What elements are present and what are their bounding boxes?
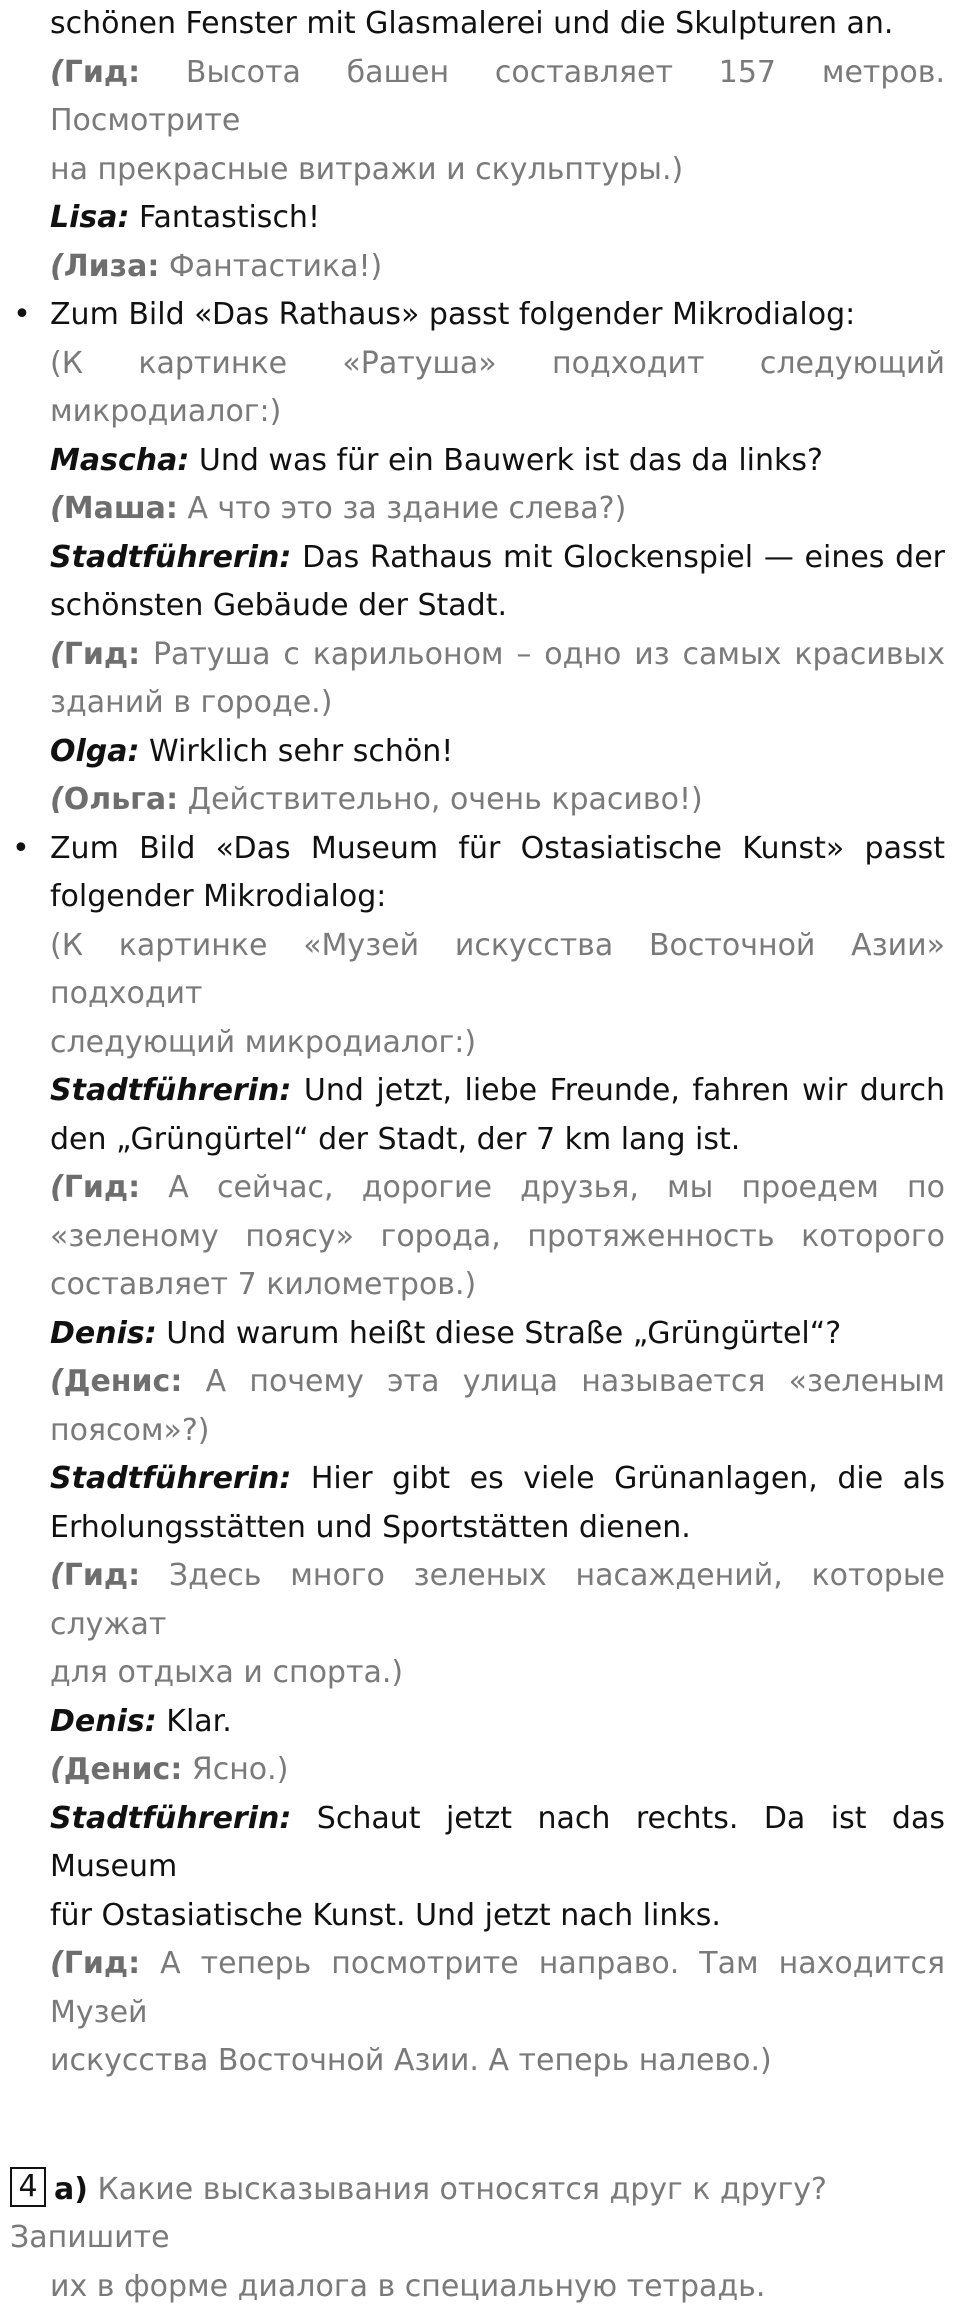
translation-line <box>50 1213 945 1262</box>
translation-line: (Маша: А что это за здание слева?) <box>50 485 945 534</box>
speaker-name: Olga: <box>50 734 140 769</box>
speaker-name: Гид: <box>64 637 140 672</box>
german-text: Schaut jetzt nach rechts. Da ist das Museum <box>50 1801 945 1885</box>
dialogue-line <box>50 728 945 777</box>
german-text: Das Rathaus mit Glockenspiel — eines der <box>291 540 945 575</box>
translation-line: (Денис: А почему эта улица называется «зеленым <box>50 1358 945 1407</box>
speaker-name: Lisa: <box>50 200 130 235</box>
speaker-name: Stadtführerin: <box>50 1461 291 1496</box>
russian-text: Ясно.) <box>182 1752 288 1787</box>
task-instruction-line <box>50 2263 945 2311</box>
dialogue-line <box>50 1795 945 1892</box>
translation-line: (Гид: Здесь много зеленых насаждений, которые служат <box>50 1552 945 1649</box>
russian-text: Фантастика!) <box>159 249 382 284</box>
german-text: den „Grüngürtel“ der Stadt, der 7 km lang ist. <box>50 1122 740 1157</box>
russian-text: А почему эта улица называется «зеленым <box>182 1364 945 1399</box>
translation-line <box>50 1649 945 1698</box>
translation-line: (Ольга: Действительно, очень красиво!) <box>50 776 945 825</box>
speaker-name: Лиза: <box>64 249 160 284</box>
translation-line: (Лиза: Фантастика!) <box>50 243 945 292</box>
german-text: Erholungsstätten und Sportstätten dienen. <box>50 1510 691 1545</box>
speaker-name: Денис: <box>64 1752 183 1787</box>
russian-text: Действительно, очень красиво!) <box>178 782 703 817</box>
russian-text: Ратуша с карильоном – одно из самых красивых <box>140 637 945 672</box>
translation-line <box>50 1261 945 1310</box>
bullet-icon <box>12 825 32 874</box>
translation-line <box>50 2037 945 2086</box>
russian-text: зданий в городе.) <box>50 685 332 720</box>
task-letter: а) <box>54 2172 88 2207</box>
task-instruction: их в форме диалога в специальную тетрадь. <box>50 2269 765 2304</box>
dialogue-line <box>50 194 945 243</box>
task-instruction: Какие высказывания относятся друг к другу? Запишите <box>10 2172 827 2256</box>
dialogue-line <box>50 1116 945 1165</box>
dialogue-line <box>50 1892 945 1941</box>
german-text: Und warum heißt diese Straße „Grüngürtel“? <box>157 1316 841 1351</box>
speaker-name: Ольга: <box>64 782 178 817</box>
german-text: schönen Fenster mit Glasmalerei und die Skulpturen an. <box>50 6 893 41</box>
speaker-name: Denis: <box>50 1316 157 1351</box>
german-text: schönsten Gebäude der Stadt. <box>50 588 507 623</box>
speaker-name: Маша: <box>64 491 178 526</box>
task-number-box: 4 <box>10 2167 46 2207</box>
speaker-name: Stadtführerin: <box>50 540 291 575</box>
russian-text: Высота башен составляет 157 метров. Посмотрите <box>50 55 945 139</box>
translation-line: (Гид: Высота башен составляет 157 метров. Посмотрите <box>50 49 945 146</box>
russian-text: (К картинке «Музей искусства Восточной Азии» подходит <box>50 928 945 1012</box>
translation-line <box>50 340 945 389</box>
dialogue-line <box>50 1067 945 1116</box>
russian-text: искусства Восточной Азии. А теперь налево.) <box>50 2043 772 2078</box>
german-text: Und jetzt, liebe Freunde, fahren wir durch <box>291 1073 945 1108</box>
speaker-name: Гид: <box>64 1170 140 1205</box>
russian-text: микродиалог:) <box>50 394 281 429</box>
russian-text: Здесь много зеленых насаждений, которые служат <box>50 1558 945 1642</box>
russian-text: (К картинке «Ратуша» подходит следующий <box>50 346 945 381</box>
german-text: Und was für ein Bauwerk ist das da links? <box>189 443 823 478</box>
translation-line: (Денис: Ясно.) <box>50 1746 945 1795</box>
dialogue-line <box>50 582 945 631</box>
translation-line: (Гид: А теперь посмотрите направо. Там находится Музей <box>50 1940 945 2037</box>
translation-line <box>50 388 945 437</box>
russian-text: для отдыха и спорта.) <box>50 1655 403 1690</box>
dialogue-line <box>50 1504 945 1553</box>
bullet-item <box>50 825 945 874</box>
dialogue-line <box>50 534 945 583</box>
speaker-name: Stadtführerin: <box>50 1801 291 1836</box>
speaker-name: Denis: <box>50 1704 157 1739</box>
speaker-name: Stadtführerin: <box>50 1073 291 1108</box>
translation-line: (Гид: А сейчас, дорогие друзья, мы проедем по <box>50 1164 945 1213</box>
russian-text: А теперь посмотрите направо. Там находится Музей <box>50 1946 945 2030</box>
text-line <box>50 873 945 922</box>
german-text: für Ostasiatische Kunst. Und jetzt nach links. <box>50 1898 721 1933</box>
translation-line <box>50 1407 945 1456</box>
russian-text: следующий микродиалог:) <box>50 1025 476 1060</box>
task-heading <box>10 2166 945 2263</box>
german-text: Hier gibt es viele Grünanlagen, die als <box>291 1461 945 1496</box>
russian-text: А сейчас, дорогие друзья, мы проедем по <box>140 1170 945 1205</box>
bullet-item <box>50 291 945 340</box>
speaker-name: Гид: <box>64 1558 140 1593</box>
russian-text: А что это за здание слева?) <box>178 491 626 526</box>
section-gap <box>0 2086 960 2166</box>
translation-line <box>50 679 945 728</box>
speaker-name: Mascha: <box>50 443 189 478</box>
russian-text: «зеленому поясу» города, протяженность которого <box>50 1219 945 1254</box>
translation-line <box>50 1019 945 1068</box>
translation-line: (Гид: Ратуша с карильоном – одно из самых красивых <box>50 631 945 680</box>
german-text: folgender Mikrodialog: <box>50 879 386 914</box>
speaker-name: Денис: <box>64 1364 183 1399</box>
russian-text: составляет 7 километров.) <box>50 1267 476 1302</box>
german-text: Klar. <box>157 1704 232 1739</box>
speaker-name: Гид: <box>64 1946 140 1981</box>
speaker-name: Гид: <box>64 55 140 90</box>
bullet-icon <box>12 291 32 340</box>
translation-line <box>50 922 945 1019</box>
translation-line <box>50 146 945 195</box>
german-text: Wirklich sehr schön! <box>140 734 454 769</box>
dialogue-line <box>50 437 945 486</box>
german-text: Zum Bild «Das Rathaus» passt folgender Mikrodialog: <box>50 297 855 332</box>
text-line <box>50 0 945 49</box>
german-text: Zum Bild «Das Museum für Ostasiatische Kunst» passt <box>50 831 945 866</box>
russian-text: поясом»?) <box>50 1413 209 1448</box>
dialogue-line <box>50 1310 945 1359</box>
german-text: Fantastisch! <box>130 200 320 235</box>
dialogue-line <box>50 1455 945 1504</box>
dialogue-line <box>50 1698 945 1747</box>
russian-text: на прекрасные витражи и скульптуры.) <box>50 152 683 187</box>
